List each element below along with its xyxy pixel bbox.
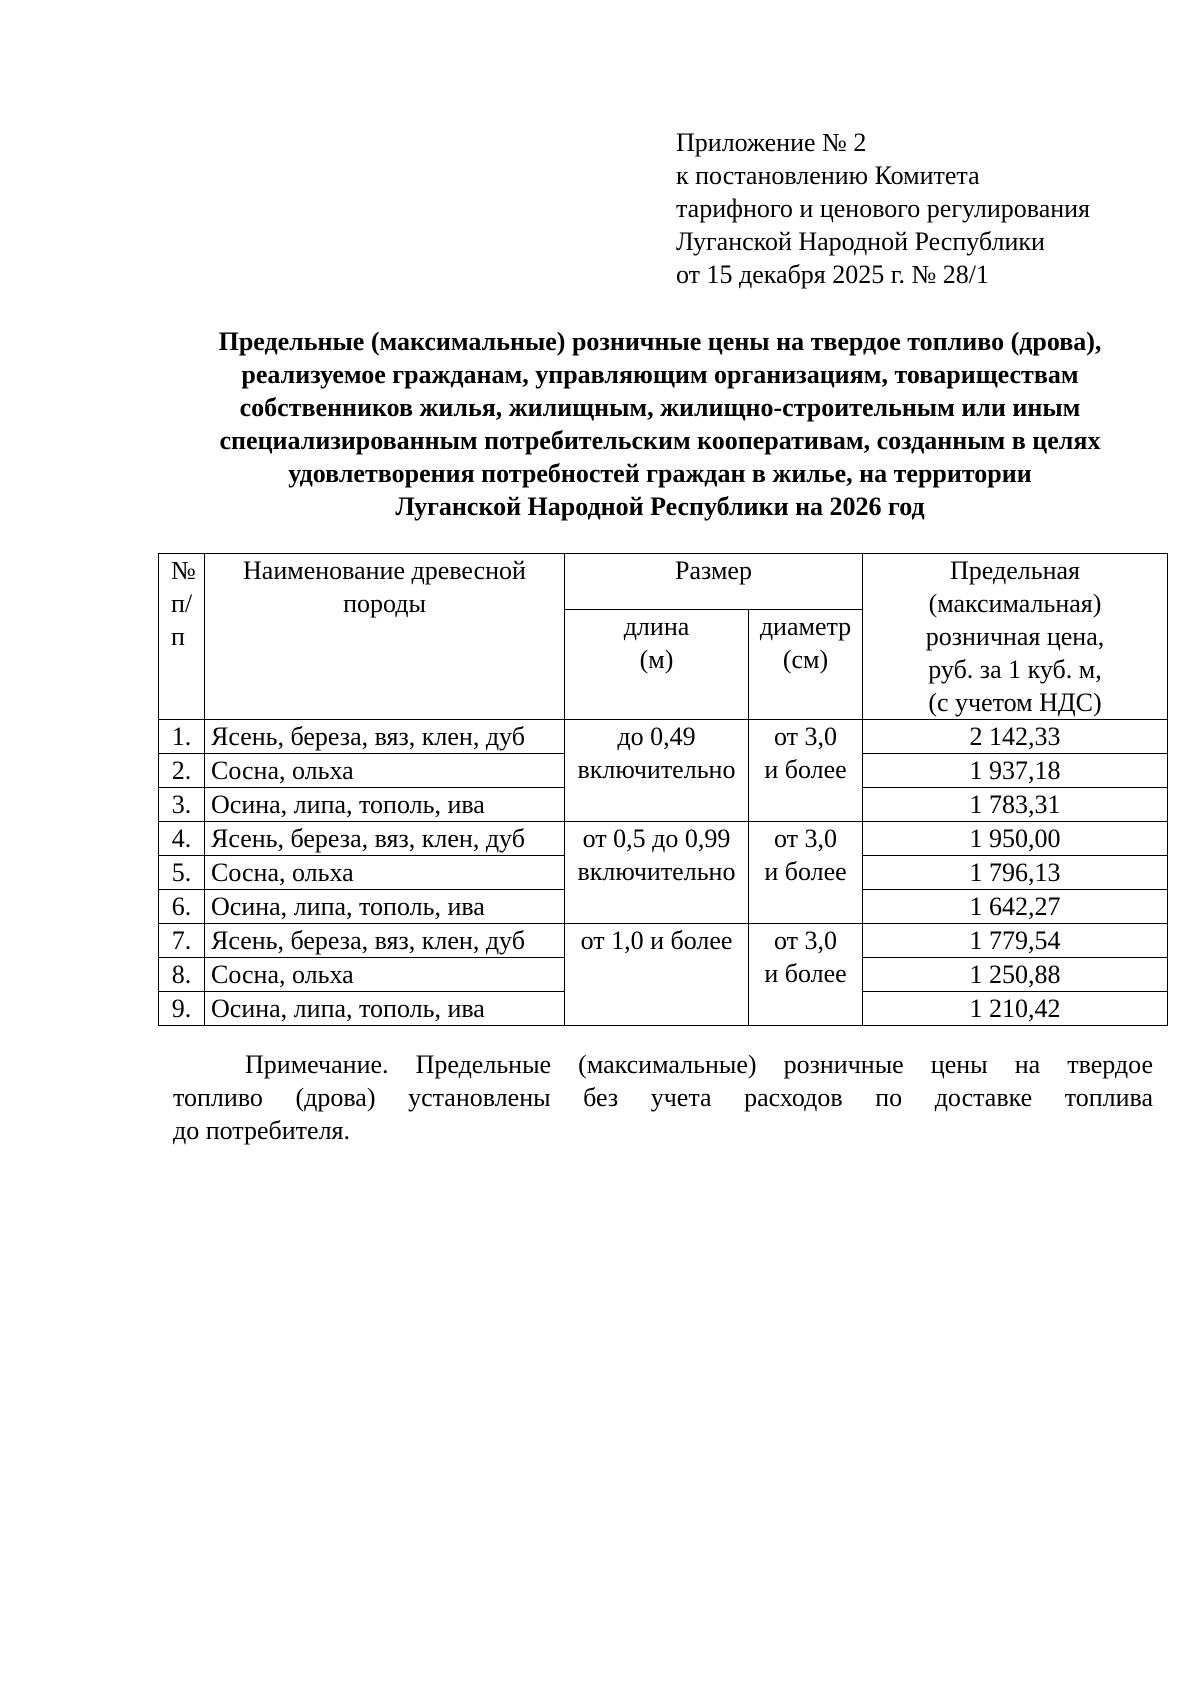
- row-num: 3.: [159, 788, 205, 822]
- group-diameter-line: от 3,0: [773, 722, 838, 751]
- note-line: до потребителя.: [173, 1116, 350, 1145]
- group-diameter: [749, 720, 863, 822]
- table-row: [159, 822, 1168, 856]
- appendix-line: тарифного и ценового регулирования: [676, 194, 1091, 223]
- note-line: топливо (дрова) установлены без учета расходов по доставке топлива: [173, 1083, 1153, 1112]
- group-length: [565, 720, 749, 822]
- table-row: [159, 924, 1168, 958]
- row-name: Ясень, береза, вяз, клен, дуб: [205, 720, 565, 754]
- table-row: [159, 720, 1168, 754]
- row-price: 2 142,33: [863, 720, 1168, 754]
- header-num-line: п/: [171, 589, 193, 618]
- group-length-line: включительно: [577, 857, 736, 886]
- group-diameter: [749, 822, 863, 924]
- row-num: 2.: [159, 754, 205, 788]
- title-line: собственников жилья, жилищным, жилищно-строительным или иным: [239, 393, 1081, 422]
- title-line: специализированным потребительским кооперативам, созданным в целях: [219, 426, 1101, 455]
- header-diameter: [749, 609, 863, 719]
- header-price-line: розничная цена,: [925, 622, 1105, 651]
- header-price-line: (максимальная): [928, 589, 1102, 618]
- note-line: Примечание. Предельные (максимальные) розничные цены на твердое: [245, 1050, 1153, 1079]
- group-diameter-line: от 3,0: [773, 824, 838, 853]
- price-table: [158, 553, 1168, 1026]
- group-diameter-line: от 3,0: [773, 926, 838, 955]
- group-length: [565, 924, 749, 1026]
- row-num: 4.: [159, 822, 205, 856]
- group-diameter-line: и более: [764, 857, 847, 886]
- header-size: Размер: [565, 554, 863, 610]
- group-length-line: включительно: [577, 755, 736, 784]
- appendix-line: Приложение № 2: [676, 128, 867, 157]
- header-name-line: породы: [343, 589, 426, 618]
- row-num: 1.: [159, 720, 205, 754]
- row-num: 6.: [159, 890, 205, 924]
- row-name: Сосна, ольха: [205, 958, 565, 992]
- row-price: 1 250,88: [863, 958, 1168, 992]
- header-num: [159, 554, 205, 720]
- header-price-line: Предельная: [950, 556, 1080, 585]
- group-diameter: [749, 924, 863, 1026]
- group-diameter-line: и более: [764, 755, 847, 784]
- row-price: 1 783,31: [863, 788, 1168, 822]
- group-length-line: от 0,5 до 0,99: [582, 824, 731, 853]
- group-length-line: от 1,0 и более: [580, 926, 733, 955]
- header-diameter-line: диаметр: [759, 611, 852, 641]
- header-length-line: длина: [623, 611, 690, 641]
- header-price: [863, 554, 1168, 720]
- title-line: удовлетворения потребностей граждан в жилье, на территории: [288, 459, 1032, 488]
- row-price: 1 937,18: [863, 754, 1168, 788]
- row-num: 5.: [159, 856, 205, 890]
- group-length-line: до 0,49: [617, 722, 696, 751]
- header-num-line: п: [171, 622, 185, 651]
- appendix-line: от 15 декабря 2025 г. № 28/1: [676, 260, 990, 289]
- header-length: [565, 609, 749, 719]
- appendix-line: Луганской Народной Республики: [676, 227, 1045, 256]
- row-price: 1 950,00: [863, 822, 1168, 856]
- row-name: Сосна, ольха: [205, 856, 565, 890]
- table-header-row: [159, 554, 1168, 610]
- row-price: 1 210,42: [863, 992, 1168, 1026]
- row-name: Осина, липа, тополь, ива: [205, 788, 565, 822]
- header-name: [205, 554, 565, 720]
- appendix-line: к постановлению Комитета: [676, 161, 980, 190]
- title-line: Луганской Народной Республики на 2026 год: [395, 492, 925, 521]
- header-diameter-line: (см): [782, 644, 829, 674]
- title-line: Предельные (максимальные) розничные цены на твердое топливо (дрова),: [218, 327, 1102, 356]
- header-name-line: Наименование древесной: [243, 556, 526, 585]
- row-price: 1 796,13: [863, 856, 1168, 890]
- row-num: 9.: [159, 992, 205, 1026]
- row-name: Осина, липа, тополь, ива: [205, 992, 565, 1026]
- header-price-line: (с учетом НДС): [928, 688, 1102, 717]
- row-name: Ясень, береза, вяз, клен, дуб: [205, 822, 565, 856]
- row-num: 7.: [159, 924, 205, 958]
- group-diameter-line: и более: [764, 959, 847, 988]
- row-name: Ясень, береза, вяз, клен, дуб: [205, 924, 565, 958]
- row-price: 1 779,54: [863, 924, 1168, 958]
- row-name: Осина, липа, тополь, ива: [205, 890, 565, 924]
- group-length: [565, 822, 749, 924]
- row-num: 8.: [159, 958, 205, 992]
- header-length-line: (м): [639, 644, 674, 674]
- row-price: 1 642,27: [863, 890, 1168, 924]
- header-num-line: №: [171, 556, 196, 585]
- title-line: реализуемое гражданам, управляющим организациям, товариществам: [241, 360, 1079, 389]
- row-name: Сосна, ольха: [205, 754, 565, 788]
- note-paragraph: [173, 1048, 1153, 1147]
- document-title: [160, 325, 1160, 523]
- appendix-block: [676, 126, 1090, 291]
- header-price-line: руб. за 1 куб. м,: [928, 655, 1102, 684]
